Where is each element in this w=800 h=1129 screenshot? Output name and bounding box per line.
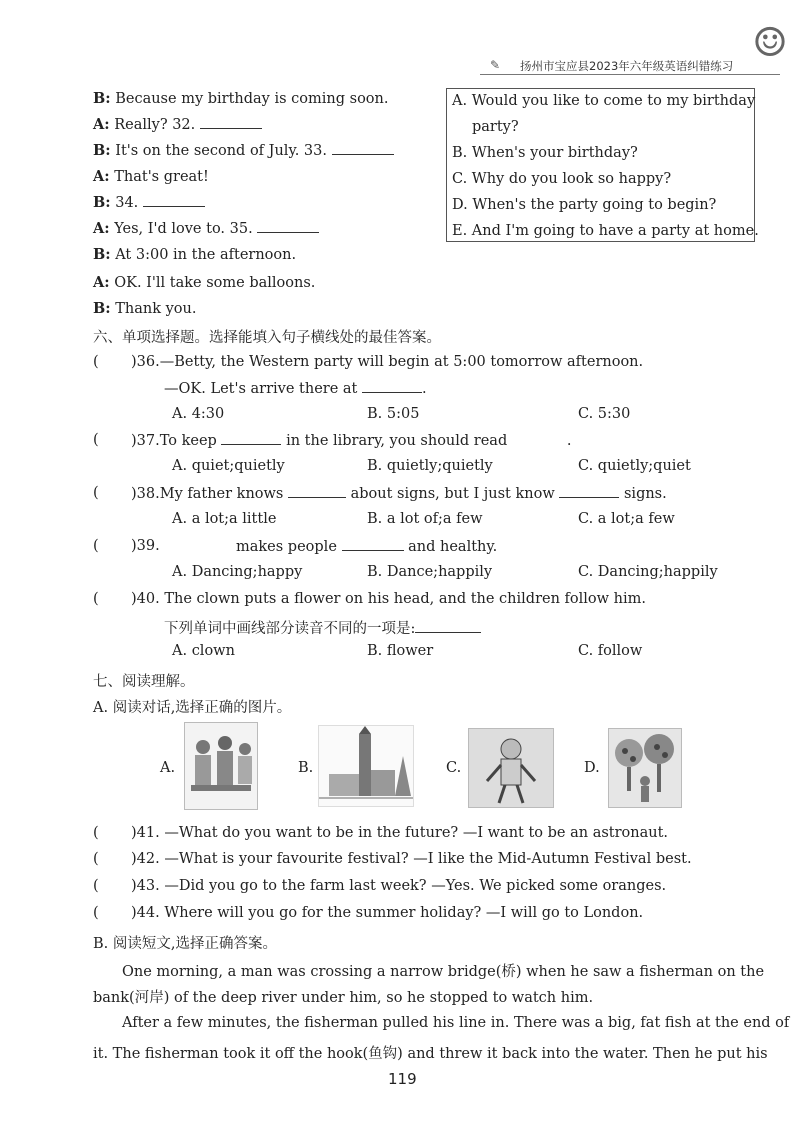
- q36-paren: (: [93, 354, 99, 370]
- q43-paren: (: [93, 878, 99, 894]
- passage-line-4: it. The fisherman took it off the hook(鱼钩) and threw it back into the water. Then he put his: [93, 1046, 768, 1062]
- q36-stem: )36.—Betty, the Western party will begin at 5:00 tomorrow afternoon.: [131, 354, 644, 370]
- q39-num: )39.: [131, 538, 160, 554]
- q40-stem: )40. The clown puts a flower on his head, and the children follow him.: [131, 591, 646, 607]
- q38-paren: (: [93, 485, 99, 501]
- q37-stem: )37.To keep in the library, you should read .: [131, 433, 572, 449]
- pic-label-a: A.: [160, 760, 176, 776]
- answer-blank[interactable]: [415, 620, 481, 633]
- options-box: [446, 88, 755, 242]
- dialogue-line-1: B: Because my birthday is coming soon.: [93, 90, 389, 107]
- pic-label-c: C.: [446, 760, 462, 776]
- q40-opt-c[interactable]: C. follow: [578, 643, 643, 659]
- answer-blank[interactable]: [257, 220, 319, 233]
- q44: )44. Where will you go for the summer holiday? —I will go to London.: [131, 905, 644, 921]
- dialogue-line-6: A: Yes, I'd love to. 35.: [93, 220, 319, 237]
- q38-opt-a[interactable]: A. a lot;a little: [172, 511, 277, 527]
- dialogue-line-7: B: At 3:00 in the afternoon.: [93, 246, 297, 263]
- q38-stem: )38.My father knows about signs, but I just know signs.: [131, 486, 667, 502]
- passage-line-2: bank(河岸) of the deep river under him, so he stopped to watch him.: [93, 990, 594, 1006]
- q42: )42. —What is your favourite festival? —I like the Mid-Autumn Festival best.: [131, 851, 692, 867]
- dialogue-line-2: A: Really? 32.: [93, 116, 262, 133]
- picture-d-farm[interactable]: [608, 728, 682, 808]
- q44-paren: (: [93, 905, 99, 921]
- q43: )43. —Did you go to the farm last week? —Yes. We picked some oranges.: [131, 878, 667, 894]
- q40-opt-b[interactable]: B. flower: [367, 643, 434, 659]
- passage-line-3: After a few minutes, the fisherman pulled his line in. There was a big, fat fish at the end of: [122, 1015, 790, 1031]
- section7-part-a: A. 阅读对话,选择正确的图片。: [93, 700, 292, 716]
- q37-paren: (: [93, 432, 99, 448]
- picture-c-astronaut[interactable]: [468, 728, 554, 808]
- dialogue-line-3: B: It's on the second of July. 33.: [93, 142, 394, 159]
- q39-paren: (: [93, 538, 99, 554]
- orchard-icon: [609, 729, 681, 807]
- header-decoration-icon: ✎: [490, 58, 501, 72]
- page-header: 扬州市宝应县2023年六年级英语纠错练习: [520, 59, 734, 73]
- option-d: D. When's the party going to begin?: [452, 197, 717, 213]
- q36-opt-a[interactable]: A. 4:30: [172, 406, 225, 422]
- pic-label-d: D.: [584, 760, 600, 776]
- q38-opt-c[interactable]: C. a lot;a few: [578, 511, 675, 527]
- pic-label-b: B.: [298, 760, 314, 776]
- q42-paren: (: [93, 851, 99, 867]
- option-e: E. And I'm going to have a party at home.: [452, 223, 759, 239]
- answer-blank[interactable]: [332, 142, 394, 155]
- answer-blank[interactable]: [221, 432, 281, 445]
- answer-blank[interactable]: [342, 538, 404, 551]
- q40-stem2: 下列单词中画线部分读音不同的一项是:: [164, 617, 481, 638]
- answer-blank[interactable]: [200, 116, 262, 129]
- q37-opt-c[interactable]: C. quietly;quiet: [578, 458, 691, 474]
- landmark-icon: [319, 726, 413, 806]
- header-cartoon-icon: ☺: [752, 20, 788, 66]
- section6-heading: 六、单项选择题。选择能填入句子横线处的最佳答案。: [93, 330, 441, 346]
- q36-opt-c[interactable]: C. 5:30: [578, 406, 631, 422]
- picture-b-london[interactable]: [318, 725, 414, 807]
- q39-opt-c[interactable]: C. Dancing;happily: [578, 564, 718, 580]
- page-number: 119: [388, 1070, 417, 1088]
- astronaut-icon: [469, 729, 553, 807]
- q38-opt-b[interactable]: B. a lot of;a few: [367, 511, 483, 527]
- q40-paren: (: [93, 591, 99, 607]
- people-icon: [185, 723, 257, 809]
- q37-opt-b[interactable]: B. quietly;quietly: [367, 458, 493, 474]
- answer-blank[interactable]: [143, 194, 205, 207]
- q41-paren: (: [93, 825, 99, 841]
- option-b: B. When's your birthday?: [452, 145, 638, 161]
- answer-blank[interactable]: [288, 485, 346, 498]
- answer-blank[interactable]: [362, 380, 422, 393]
- section7-heading: 七、阅读理解。: [93, 674, 195, 690]
- dialogue-line-4: A: That's great!: [93, 168, 209, 185]
- q37-opt-a[interactable]: A. quiet;quietly: [172, 458, 285, 474]
- option-a-cont: party?: [472, 119, 519, 135]
- passage-line-1: One morning, a man was crossing a narrow bridge(桥) when he saw a fisherman on the: [122, 964, 765, 980]
- option-c: C. Why do you look so happy?: [452, 171, 672, 187]
- q36-opt-b[interactable]: B. 5:05: [367, 406, 420, 422]
- section7-part-b: B. 阅读短文,选择正确答案。: [93, 936, 277, 952]
- q40-opt-a[interactable]: A. clown: [172, 643, 235, 659]
- q39-stem: makes people and healthy.: [236, 539, 498, 555]
- dialogue-line-9: B: Thank you.: [93, 300, 197, 317]
- option-a: A. Would you like to come to my birthday: [452, 93, 756, 109]
- q41: )41. —What do you want to be in the future? —I want to be an astronaut.: [131, 825, 669, 841]
- dialogue-line-8: A: OK. I'll take some balloons.: [93, 274, 316, 291]
- picture-a-people[interactable]: [184, 722, 258, 810]
- header-rule: [480, 74, 780, 75]
- answer-blank[interactable]: [559, 485, 619, 498]
- q39-opt-b[interactable]: B. Dance;happily: [367, 564, 493, 580]
- q36-stem2: —OK. Let's arrive there at .: [164, 381, 427, 397]
- q39-opt-a[interactable]: A. Dancing;happy: [172, 564, 303, 580]
- dialogue-line-5: B: 34.: [93, 194, 205, 211]
